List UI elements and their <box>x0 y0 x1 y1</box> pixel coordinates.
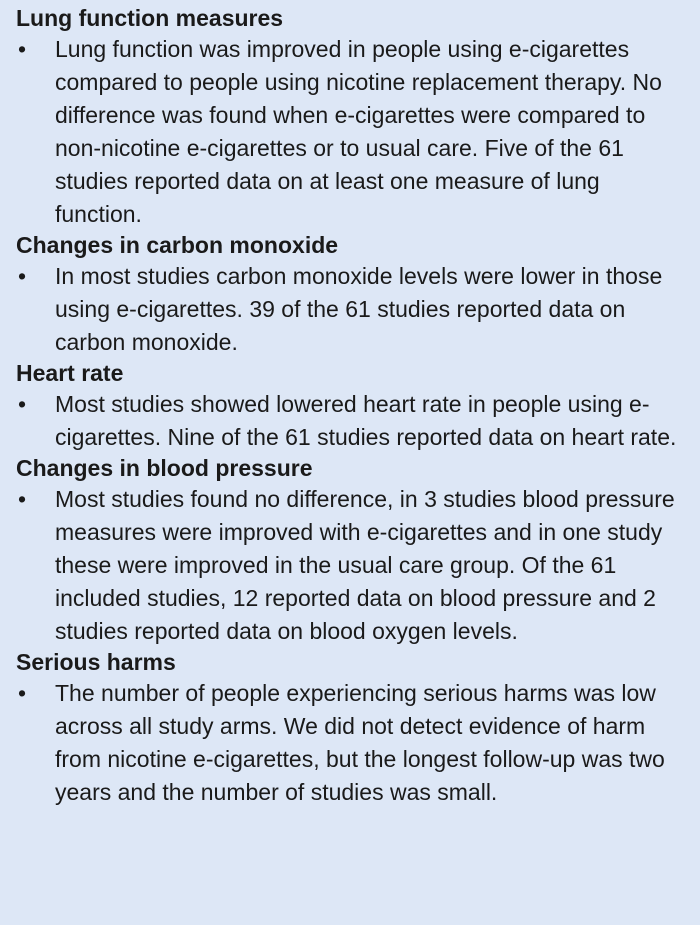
bullet-list <box>16 260 688 359</box>
section-heading: Heart rate <box>16 360 124 386</box>
bullet-icon: • <box>17 263 27 289</box>
bullet-item <box>16 677 688 809</box>
bullet-text: Most studies found no difference, in 3 studies blood pressure measures were improved with e-cigarettes and in one study these were improved in the usual care group. Of the 61 included studies, 12 reported data on blood pressure and 2 studies reported data on blood oxygen levels. <box>55 486 675 644</box>
bullet-text: Most studies showed lowered heart rate in people using e-cigarettes. Nine of the 61 studies reported data on heart rate. <box>55 391 677 450</box>
bullet-list <box>16 677 688 809</box>
bullet-list <box>16 483 688 648</box>
section-heading: Serious harms <box>16 649 176 675</box>
section-blood-pressure <box>16 454 688 648</box>
bullet-text: Lung function was improved in people using e-cigarettes compared to people using nicotine replacement therapy. No difference was found when e-cigarettes were compared to non-nicotine e-cigarettes or to usual care. Five of the 61 studies reported data on at least one measure of lung function. <box>55 36 662 227</box>
bullet-item <box>16 33 688 231</box>
bullet-text: The number of people experiencing serious harms was low across all study arms. We did not detect evidence of harm from nicotine e-cigarettes, but the longest follow-up was two years and the number of studies was small. <box>55 680 665 805</box>
section-heading: Changes in blood pressure <box>16 455 313 481</box>
bullet-icon: • <box>17 36 27 62</box>
bullet-item <box>16 260 688 359</box>
section-heading: Changes in carbon monoxide <box>16 232 339 258</box>
bullet-icon: • <box>17 486 27 512</box>
bullet-text: In most studies carbon monoxide levels were lower in those using e-cigarettes. 39 of the 61 studies reported data on carbon monoxide. <box>55 263 663 355</box>
bullet-icon: • <box>17 680 27 706</box>
bullet-item <box>16 483 688 648</box>
bullet-item <box>16 388 688 454</box>
section-heart-rate <box>16 359 688 454</box>
section-lung-function <box>16 4 688 231</box>
section-heading: Lung function measures <box>16 5 284 31</box>
section-serious-harms <box>16 648 688 809</box>
bullet-icon: • <box>17 391 27 417</box>
bullet-list <box>16 33 688 231</box>
bullet-list <box>16 388 688 454</box>
section-carbon-monoxide <box>16 231 688 359</box>
